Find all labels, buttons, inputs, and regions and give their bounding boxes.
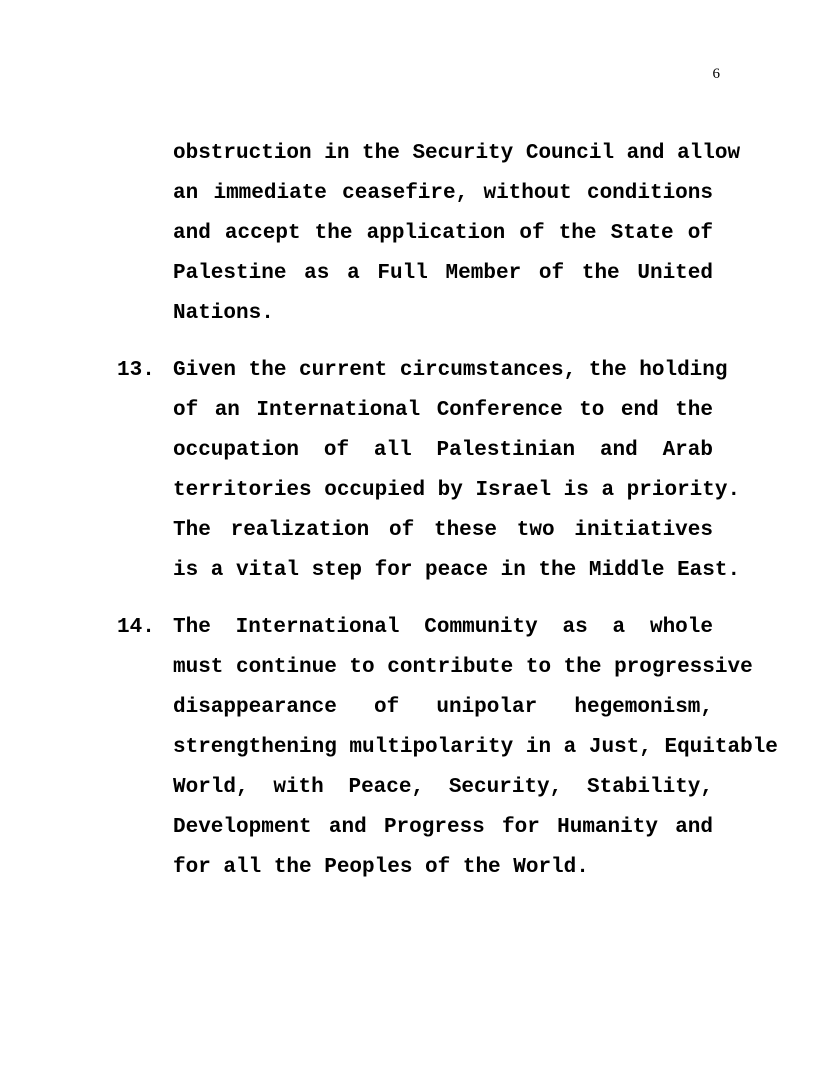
paragraph-line: World, with Peace, Security, Stability, <box>173 776 713 799</box>
paragraph-line: The realization of these two initiatives <box>173 519 713 542</box>
paragraph-line: The International Community as a whole <box>173 616 713 639</box>
paragraph-line: Development and Progress for Humanity and <box>173 816 713 839</box>
paragraph-line: disappearance of unipolar hegemonism, <box>173 696 713 719</box>
paragraph-line: for all the Peoples of the World. <box>173 856 589 879</box>
page-number: 6 <box>712 66 720 82</box>
paragraph-line: Given the current circumstances, the holding <box>173 359 728 382</box>
paragraph-line: of an International Conference to end the <box>173 399 713 422</box>
item-number: 13. <box>117 359 155 382</box>
paragraph-line: Nations. <box>173 302 274 325</box>
numbered-paragraph <box>173 351 741 591</box>
numbered-paragraph <box>173 608 778 888</box>
item-number: 14. <box>117 616 155 639</box>
paragraph-line: is a vital step for peace in the Middle East. <box>173 559 741 582</box>
paragraph-line: strengthening multipolarity in a Just, Equitable <box>173 736 778 759</box>
paragraph-line: and accept the application of the State of <box>173 222 713 245</box>
paragraph-line: must continue to contribute to the progressive <box>173 656 753 679</box>
paragraph-line: Palestine as a Full Member of the United <box>173 262 713 285</box>
paragraph-line: territories occupied by Israel is a priority. <box>173 479 741 502</box>
paragraph-line: occupation of all Palestinian and Arab <box>173 439 713 462</box>
paragraph-line: an immediate ceasefire, without conditions <box>173 182 713 205</box>
paragraph-line: obstruction in the Security Council and allow <box>173 142 741 165</box>
continued-paragraph <box>173 134 741 334</box>
